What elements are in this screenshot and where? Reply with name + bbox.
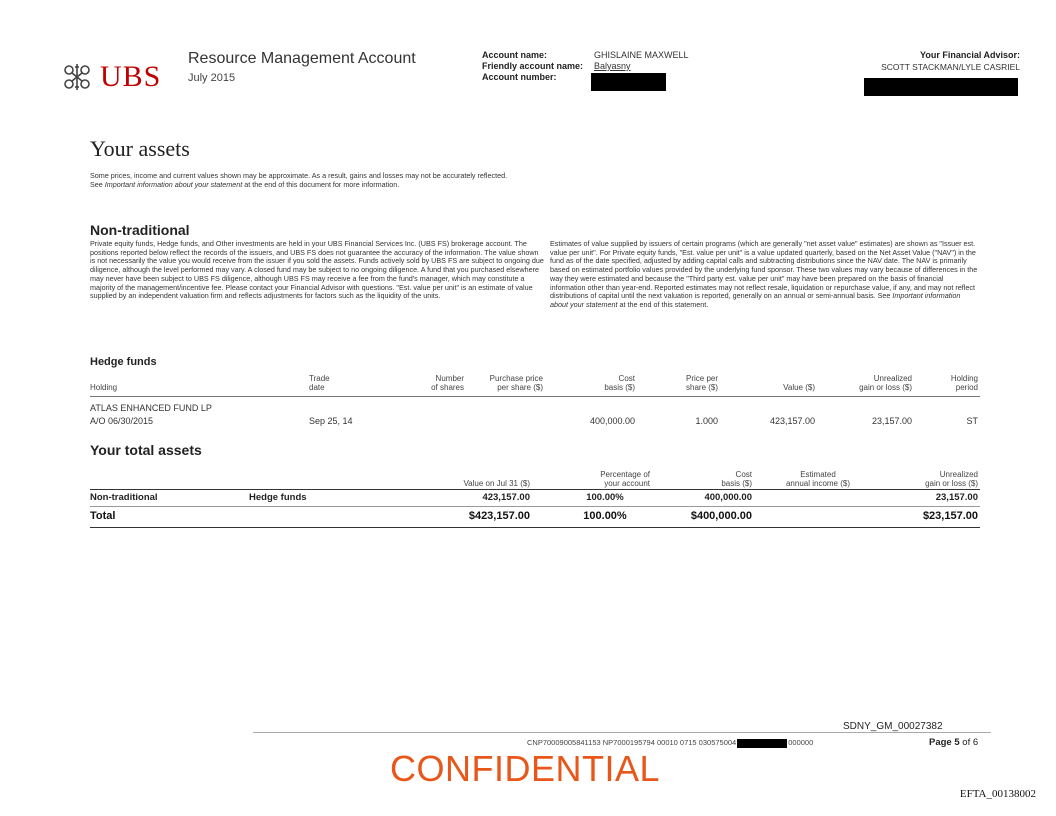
cost-basis: 400,000.00 — [589, 416, 635, 426]
account-number-redaction — [591, 73, 666, 91]
category-unrealized: 23,157.00 — [935, 492, 978, 503]
ubs-logo-text: UBS — [100, 60, 162, 93]
total-header-rule — [90, 489, 980, 490]
assets-heading: Your assets — [90, 136, 190, 161]
hedge-funds-heading: Hedge funds — [90, 356, 157, 368]
friendly-name-label: Friendly account name: — [482, 61, 584, 71]
col-value: Value ($) — [783, 383, 815, 392]
col-holding: Holding — [90, 383, 118, 392]
nontraditional-heading: Non-traditional — [90, 222, 190, 238]
total-unrealized: $23,157.00 — [922, 510, 978, 522]
ubs-logo — [60, 60, 180, 96]
col-annual-income: Estimated annual income ($) — [785, 470, 851, 488]
document-code: CNP70009005841153 NP7000195794 00010 0715 030575004 000000 — [527, 738, 814, 747]
efta-number: EFTA_00138002 — [959, 788, 1036, 800]
advisor-names: SCOTT STACKMAN/LYLE CASRIEL — [881, 62, 1020, 72]
important-info-reference: Important information about your statement — [104, 179, 243, 189]
category-percent: 100.00% — [586, 492, 624, 503]
advisor-label: Your Financial Advisor: — [919, 50, 1020, 60]
page-indicator: Page 5 of 6 — [929, 737, 979, 748]
account-name-label: Account name: — [482, 50, 548, 60]
account-labels — [482, 50, 583, 83]
category-label: Non-traditional — [90, 492, 158, 503]
total-label: Total — [90, 510, 116, 522]
document-title: Resource Management Account — [188, 50, 416, 67]
holding-period: ST — [966, 416, 978, 426]
category-value: 423,157.00 — [482, 492, 530, 503]
bates-number: SDNY_GM_00027382 — [843, 721, 943, 732]
footer-rule — [253, 732, 991, 733]
unrealized-gain: 23,157.00 — [871, 416, 912, 426]
confidential-stamp: CONFIDENTIAL — [390, 748, 661, 789]
holding-name: ATLAS ENHANCED FUND LP — [90, 403, 212, 413]
advisor-redaction — [864, 78, 1018, 96]
col-cost-basis: Cost basis ($) — [604, 374, 635, 392]
statement-date: July 2015 — [188, 72, 236, 84]
hedge-header-rule — [90, 396, 980, 397]
assets-intro: Some prices, income and current values shown may be approximate. As a result, gains and losses may not be accurately reflected. See Important information about your statement at the end of this document for more information. — [90, 171, 508, 189]
col-number-of-shares: Number of shares — [431, 374, 464, 392]
col-total-unrealized: Unrealized gain or loss ($) — [925, 470, 978, 488]
friendly-name-value: Balyasny — [594, 61, 631, 71]
col-trade-date: Trade date — [309, 374, 330, 392]
col-value-on: Value on Jul 31 ($) — [463, 479, 530, 488]
total-value: $423,157.00 — [468, 510, 530, 522]
col-percentage: Percentage of your account — [600, 470, 650, 488]
total-rule — [90, 527, 980, 528]
trade-date: Sep 25, 14 — [309, 416, 353, 426]
col-holding-period: Holding period — [950, 374, 978, 392]
row-rule — [90, 506, 980, 507]
subcategory-label: Hedge funds — [249, 492, 307, 503]
account-name-value: GHISLAINE MAXWELL — [594, 50, 689, 60]
total-percent: 100.00% — [583, 510, 627, 522]
nontraditional-left-paragraph: Private equity funds, Hedge funds, and Other investments are held in your UBS Financial Services Inc. (UBS FS) brokerage account. The positions reported below reflect the records of the issuers, and UBS FS does not guarantee the accuracy of the information. The value shown is not necessarily the value you would receive from the issuer if you sold the assets. Funds actively sold by UBS FS are subject to ongoing due diligence, although the level performed may vary. A closed fund may be subject to no ongoing diligence. A fund that you purchased elsewhere may never have been subject to UBS FS diligence, although UBS FS may receive a fee from the fund's manager, which may constitute a majority of the management/incentive fee. Please contact your Financial Advisor with questions. "Est. value per unit" is an estimate of value supplied by an independent valuation firm and reflects adjustments for factors such as the liquidity of the units. — [90, 239, 544, 301]
nontraditional-right-paragraph: Estimates of value supplied by issuers of certain programs (which are generally "net asset value" estimates) are shown as "Issuer est. value per unit". For Private equity funds, "Est. value per unit" is a value updated quarterly, based on the Net Asset Value ("NAV") in the fund as of the date specified, adjusted by adding capital calls and subtracting distributions since the NAV date. The NAV is primarily based on estimated portfolio values provided by the underlying fund sponsor. These two values may vary because of differences in the way they were estimated and because the "Third party est. value per unit" may have been prepared on the basis of financial information other than year-end. Reported estimates may not reflect resale, liquidation or repurchase value, if any, and may not reflect distributions of capital until the next valuation is reported, generally on an annual or semi-annual basis. See Important information about your statement at the end of this statement. — [550, 239, 978, 309]
category-cost: 400,000.00 — [704, 492, 752, 503]
col-unrealized: Unrealized gain or loss ($) — [859, 374, 912, 392]
col-total-cost-basis: Cost basis ($) — [721, 470, 752, 488]
total-cost: $400,000.00 — [690, 510, 752, 522]
holding-value: 423,157.00 — [769, 416, 815, 426]
price-per-share: 1.000 — [695, 416, 718, 426]
ubs-keys-icon — [60, 62, 94, 92]
account-number-label: Account number: — [482, 72, 557, 82]
account-values — [594, 50, 689, 72]
holding-as-of: A/O 06/30/2015 — [90, 416, 154, 426]
total-assets-heading: Your total assets — [90, 442, 202, 458]
col-purchase-price: Purchase price per share ($) — [489, 374, 543, 392]
col-price-per-share: Price per share ($) — [686, 374, 719, 392]
code-redaction — [737, 739, 787, 748]
